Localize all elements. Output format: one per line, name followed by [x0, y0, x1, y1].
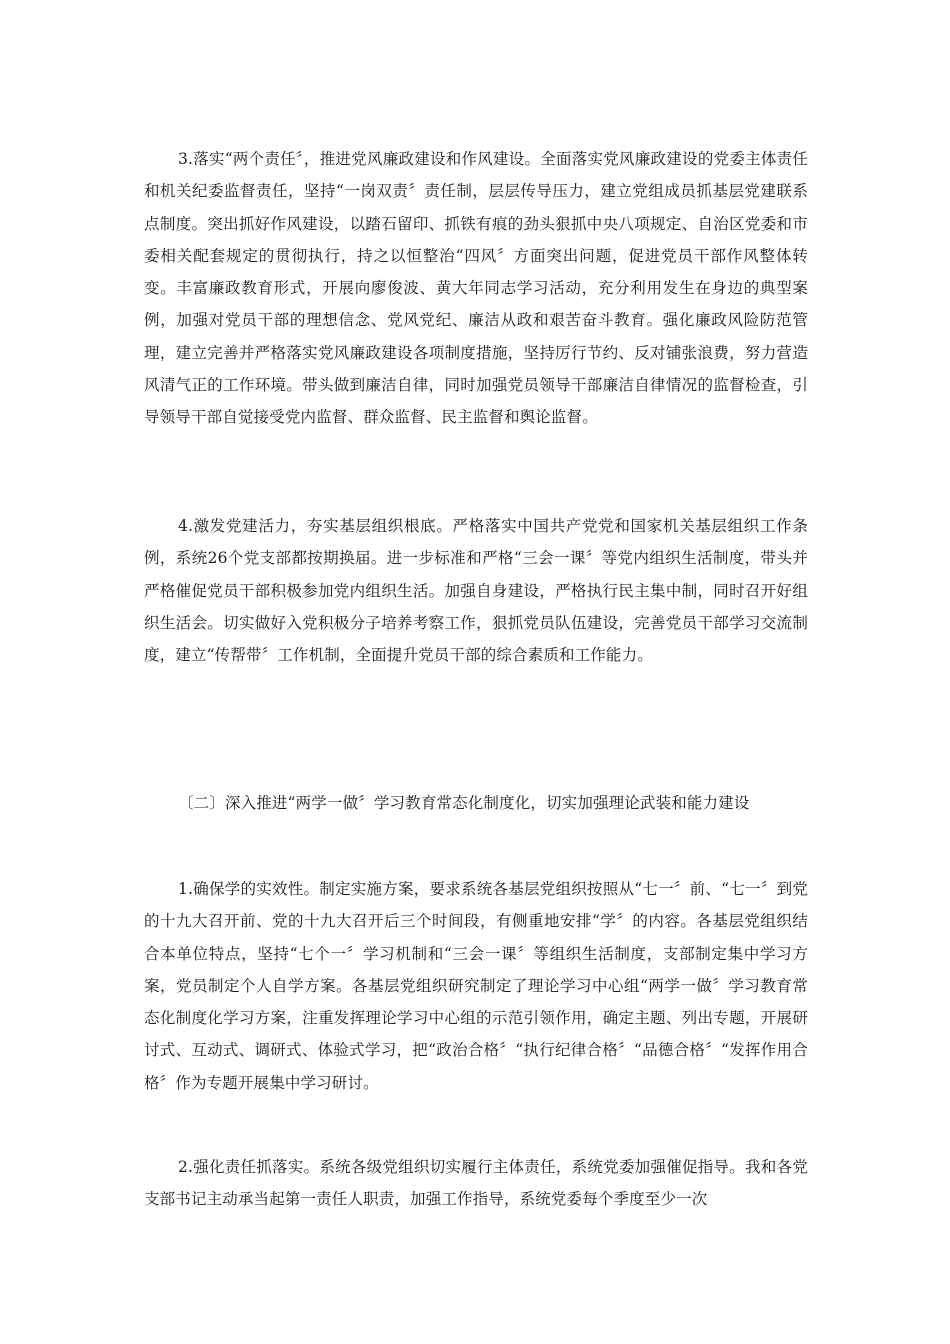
paragraph-party-building-vitality: 4.激发党建活力，夯实基层组织根底。严格落实中国共产党党和国家机关基层组织工作条例，系统26个党支部都按期换届。进一步标准和严格“三会一课〞等党内组织生活制度，带头并严格催促党员干部积极参加党内组织生活。加强自身建设，严格执行民主集中制，同时召开好组织生活会。切实做好入党积极分子培养考察工作，狠抓党员队伍建设，完善党员干部学习交流制度，建立“传帮带〞工作机制，全面提升党员干部的综合素质和工作能力。 — [144, 517, 808, 665]
paragraph-responsibility-implementation: 2.强化责任抓落实。系统各级党组织切实履行主体责任，系统党委加强催促指导。我和各党支部书记主动承当起第一责任人职责，加强工作指导，系统党委每个季度至少一次 — [144, 1158, 808, 1209]
paragraph-two-responsibilities: 3.落实“两个责任〞，推进党风廉政建设和作风建设。全面落实党风廉政建设的党委主体责任和机关纪委监督责任，坚持“一岗双责〞责任制，层层传导压力，建立党组成员抓基层党建联系点制度。突出抓好作风建设，以踏石留印、抓铁有痕的劲头狠抓中央八项规定、自治区党委和市委相关配套规定的贯彻执行，持之以恒整治“四风〞方面突出问题，促进党员干部作风整体转变。丰富廉政教育形式，开展向廖俊波、黄大年同志学习活动，充分利用发生在身边的典型案例，加强对党员干部的理想信念、党风党纪、廉洁从政和艰苦奋斗教育。强化廉政风险防范管理，建立完善并严格落实党风廉政建设各项制度措施，坚持厉行节约、反对铺张浪费，努力营造风清气正的工作环境。带头做到廉洁自律，同时加强党员领导干部廉洁自律情况的监督检查，引导领导干部自觉接受党内监督、群众监督、民主监督和舆论监督。 — [144, 150, 808, 427]
paragraph-learning-effectiveness: 1.确保学的实效性。制定实施方案，要求系统各基层党组织按照从“七一〞前、“七一〞到党的十九大召开前、党的十九大召开后三个时间段，有侧重地安排“学〞的内容。各基层党组织结合本单位特点，坚持“七个一〞学习机制和“三会一课〞等组织生活制度，支部制定集中学习方案，党员制定个人自学方案。各基层党组织研究制定了理论学习中心组“两学一做〞学习教育常态化制度化学习方案，注重发挥理论学习中心组的示范引领作用，确定主题、列出专题，开展研讨式、互动式、调研式、体验式学习，把“政治合格〞“执行纪律合格〞“品德合格〞“发挥作用合格〞作为专题开展集中学习研讨。 — [144, 880, 808, 1092]
section-heading-two: 〔二〕深入推进“两学一做〞学习教育常态化制度化，切实加强理论武装和能力建设 — [178, 794, 750, 812]
